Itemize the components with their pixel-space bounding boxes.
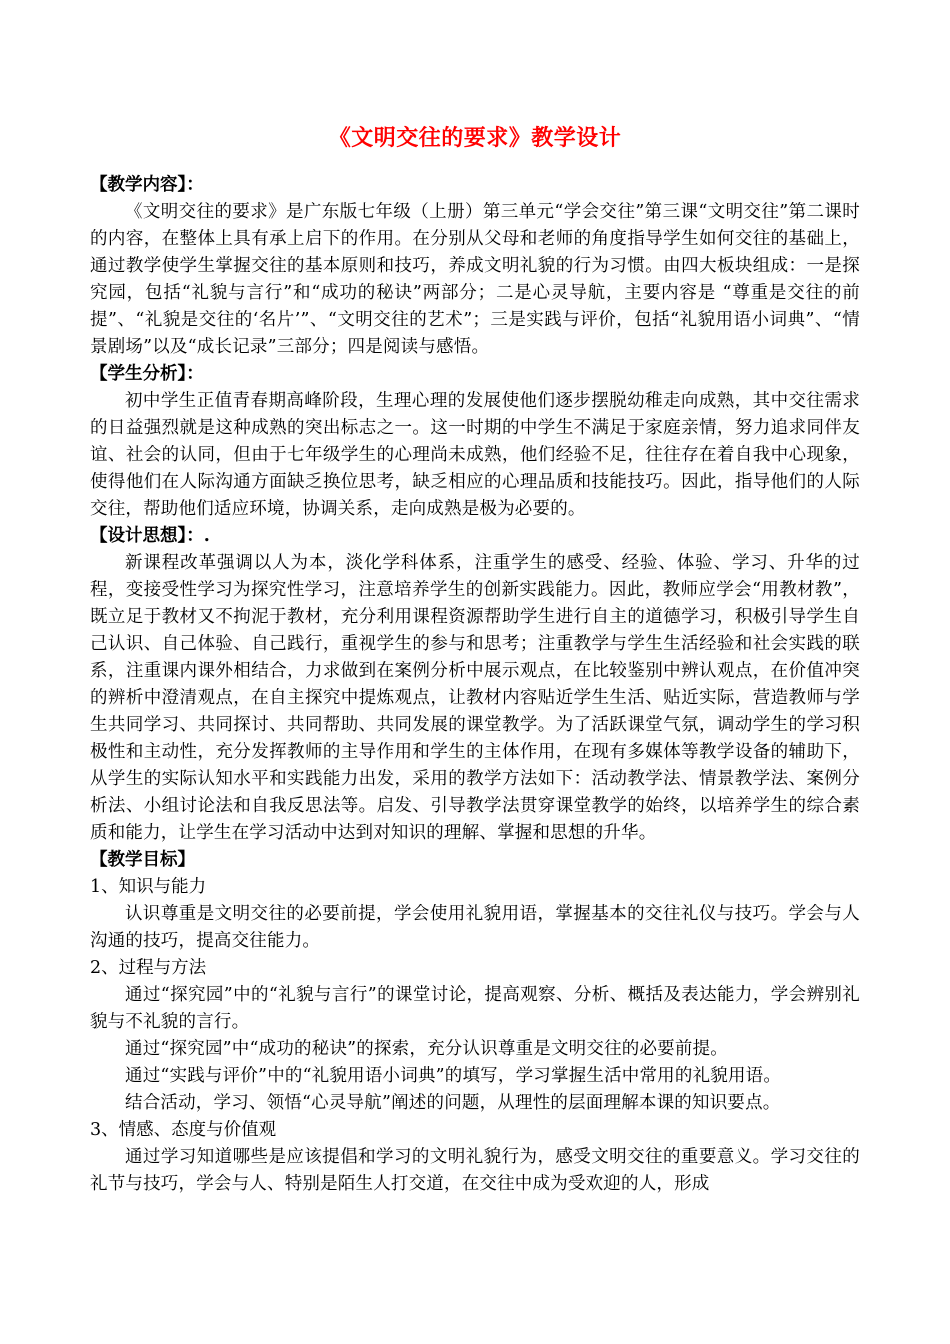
paragraph: 通过“实践与评价”中的“礼貌用语小词典”的填写，学习掌握生活中常用的礼貌用语。 <box>125 1066 782 1086</box>
paragraph: 通过“探究园”中“成功的秘诀”的探索，充分认识尊重是文明交往的必要前提。 <box>125 1039 728 1059</box>
paragraph: 新课程改革强调以人为本，淡化学科体系，注重学生的感受、经验、体验、学习、升华的过程，变接受性学习为探究性学习，注意培养学生的创新实践能力。因此，教师应学会“用教材教”，既立足于教材又不拘泥于教材，充分利用课程资源帮助学生进行自主的道德学习，积极引导学生自己认识、自己体验、自己践行，重视学生的参与和思考；注重教学与学生生活经验和社会实践的联系，注重课内课外相结合，力求做到在案例分析中展示观点，在比较鉴别中辨认观点，在价值冲突的辨析中澄清观点，在自主探究中提炼观点，让教材内容贴近学生生活、贴近实际，营造教师与学生共同学习、共同探讨、共同帮助、共同发展的课堂教学。为了活跃课堂气氛，调动学生的学习积极性和主动性，充分发挥教师的主导作用和学生的主体作用，在现有多媒体等教学设备的辅助下，从学生的实际认知水平和实践能力出发，采用的教学方法如下：活动教学法、情景教学法、案例分析法、小组讨论法和自我反思法等。启发、引导教学法贯穿课堂教学的始终，以培养学生的综合素质和能力，让学生在学习活动中达到对知识的理解、掌握和思想的升华。 <box>90 553 860 843</box>
objective-group-label: 1、知识与能力 <box>90 877 207 897</box>
paragraph: 结合活动，学习、领悟“心灵导航”阐述的问题，从理性的层面理解本课的知识要点。 <box>125 1093 781 1113</box>
section-student-analysis <box>90 361 860 523</box>
section-teaching-content <box>90 172 860 361</box>
objective-group-label: 3、情感、态度与价值观 <box>90 1120 277 1140</box>
section-teaching-objectives <box>90 847 860 1198</box>
objective-group-label: 2、过程与方法 <box>90 958 207 978</box>
section-heading: 【教学内容】： <box>90 175 204 195</box>
document-page <box>90 118 860 1198</box>
section-heading: 【学生分析】： <box>90 364 204 384</box>
paragraph: 通过学习知道哪些是应该提倡和学习的文明礼貌行为，感受文明交往的重要意义。学习交往的礼节与技巧，学会与人、特别是陌生人打交道，在交往中成为受欢迎的人，形成 <box>90 1147 860 1194</box>
paragraph: 初中学生正值青春期高峰阶段，生理心理的发展使他们逐步摆脱幼稚走向成熟，其中交往需求的日益强烈就是这种成熟的突出标志之一。这一时期的中学生不满足于家庭亲情，努力追求同伴友谊、社会的认同，但由于七年级学生的心理尚未成熟，他们经验不足，往往存在着自我中心现象，使得他们在人际沟通方面缺乏换位思考，缺乏相应的心理品质和技能技巧。因此，指导他们的人际交往，帮助他们适应环境，协调关系，走向成熟是极为必要的。 <box>90 391 860 519</box>
paragraph: 《文明交往的要求》是广东版七年级（上册）第三单元“学会交往”第三课“文明交往”第二课时的内容，在整体上具有承上启下的作用。在分别从父母和老师的角度指导学生如何交往的基础上，通过教学使学生掌握交往的基本原则和技巧，养成文明礼貌的行为习惯。由四大板块组成：一是探究园，包括“礼貌与言行”和“成功的秘诀”两部分；二是心灵导航，主要内容是 “尊重是交往的前提”、“礼貌是交往的‘名片’”、“文明交往的艺术”；三是实践与评价，包括“礼貌用语小词典”、“情景剧场”以及“成长记录”三部分；四是阅读与感悟。 <box>90 202 860 357</box>
document-title: 《文明交往的要求》教学设计 <box>328 125 622 151</box>
paragraph: 通过“探究园”中的“礼貌与言行”的课堂讨论，提高观察、分析、概括及表达能力，学会辨别礼貌与不礼貌的言行。 <box>90 985 860 1032</box>
paragraph: 认识尊重是文明交往的必要前提，学会使用礼貌用语，掌握基本的交往礼仪与技巧。学会与人沟通的技巧，提高交往能力。 <box>90 904 860 951</box>
section-design-thinking <box>90 523 860 847</box>
section-heading: 【教学目标】 <box>90 850 195 870</box>
section-heading: 【设计思想】：. <box>90 526 210 546</box>
